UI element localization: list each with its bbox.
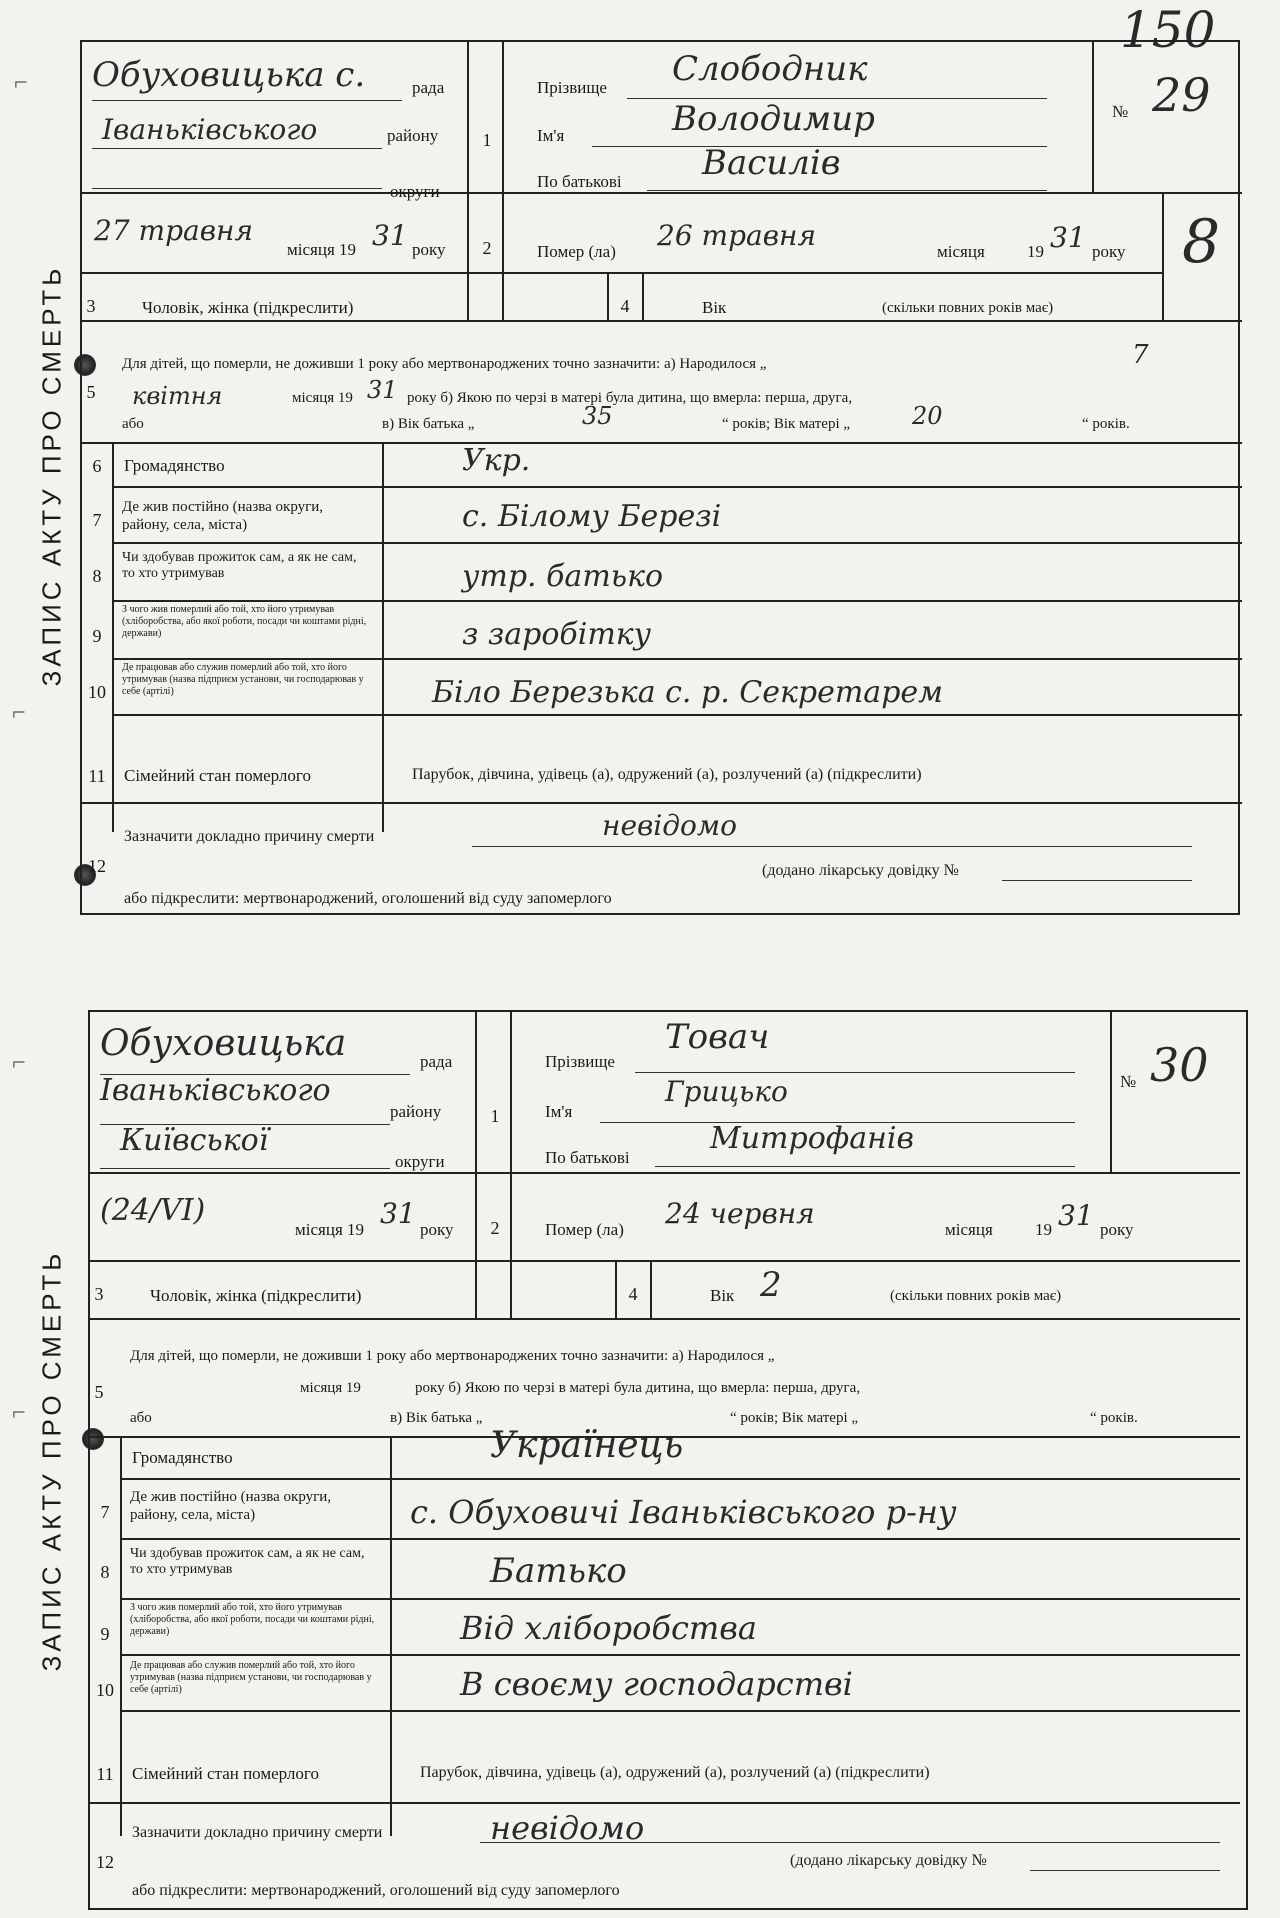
surname-value: Товач bbox=[665, 1017, 770, 1057]
reg-year: 31 bbox=[380, 1197, 416, 1230]
okruha-value: Київської bbox=[120, 1123, 269, 1158]
residence-value: с. Обуховичі Іваньківського р-ну bbox=[410, 1493, 957, 1531]
name-value: Володимир bbox=[672, 99, 875, 139]
surname-label: Прізвище bbox=[537, 78, 607, 97]
mother-age: 20 bbox=[912, 402, 943, 430]
death-month-label: місяця bbox=[937, 242, 985, 261]
record-form-1: Обуховицька с. рада Іваньківського району округи 1 Прізвище Слободник Ім'я Володимир По батькові Василів № 29 27 травня місяця 19 31 року 2 Помер (ла) 26 травня місяця 19 31 року 8 3 Чоловік, жінка (підкреслити) 4 Вік (скільки повних років має) 5 Для дітей, що померли, не доживши 1 року або мертвонароджених точно зазначити: а) Народилося „ 7 квітня місяця 19 31 року б) Якою по черзі в матері була дитина, що вмерла: перша, друга, або в) Вік батька „ 35 “ років; Вік матері „ 20 “ років. 6 Громадянство Укр. 7 Де жив постійно (назва округи, району, села, міста) с. Білому Березі 8 Чи здобував прожиток сам, а як не сам, то хто утримував утр. батько 9 З чого жив померлий або той, хто його утримував (хліборобства, або якої роботи, посади чи коштами рідні, держави) з заробітку 10 Де працював або служив померлий або той, хто його утримував (назва підприєм установи, чи господарював у себе (артілі) Біло Березька с. р. Секретарем 11 Сімейний стан померлого Парубок, дівчина, удівець (а), одружений (а), розлучений (а) (підкреслити) 12 Зазначити докладно причину смерти невідомо (додано лікарську довідку № або підкреслити: мертвонароджений, оголошений від суду запомерлого bbox=[80, 40, 1240, 915]
cause-label: Зазначити докладно причину смерти bbox=[124, 828, 375, 845]
death-year: 31 bbox=[1058, 1199, 1094, 1232]
income-value: з заробітку bbox=[462, 617, 652, 652]
citizenship-value: Українець bbox=[490, 1425, 684, 1466]
workplace-value: В своєму господарстві bbox=[460, 1665, 853, 1703]
record-number: 30 bbox=[1150, 1038, 1209, 1092]
workplace-value: Біло Березька с. р. Секретарем bbox=[432, 675, 944, 710]
cert-label: (додано лікарську довідку № bbox=[762, 862, 959, 879]
rada-value: Обуховицька bbox=[100, 1023, 347, 1064]
reg-year-label: року bbox=[412, 240, 446, 259]
patronymic-value: Василів bbox=[702, 143, 841, 183]
death-year: 31 bbox=[1050, 221, 1086, 254]
staple-mark: ⌐ bbox=[14, 70, 28, 96]
corner-number: 150 bbox=[1120, 1, 1216, 59]
death-date: 24 червня bbox=[665, 1197, 815, 1230]
rada-value: Обуховицька с. bbox=[92, 55, 366, 95]
patronymic-label: По батькові bbox=[537, 172, 622, 191]
family-options: Парубок, дівчина, удівець (а), одружений (а), розлучений (а) (підкреслити) bbox=[412, 766, 922, 783]
age-hint: (скільки повних років має) bbox=[882, 300, 1054, 316]
staple-mark: ⌐ bbox=[12, 1050, 26, 1076]
margin-mark: 8 bbox=[1182, 207, 1221, 277]
cause-value: невідомо bbox=[602, 809, 737, 842]
citizenship-label: Громадянство bbox=[124, 456, 225, 475]
family-label: Сімейний стан померлого bbox=[124, 766, 311, 785]
reg-date: 27 травня bbox=[94, 214, 253, 247]
livelihood-value: Батько bbox=[490, 1551, 627, 1591]
raion-value: Іваньківського bbox=[100, 1073, 331, 1108]
income-value: Від хліборобства bbox=[460, 1609, 757, 1647]
died-label: Помер (ла) bbox=[537, 242, 616, 261]
reg-date: (24/VI) bbox=[100, 1193, 206, 1228]
reg-month-label: місяця 19 bbox=[287, 240, 357, 259]
livelihood-label: Чи здобував прожиток сам, а як не сам, то хто утримував bbox=[122, 550, 357, 581]
name-label: Ім'я bbox=[537, 126, 565, 145]
born-day: 7 bbox=[1132, 340, 1149, 370]
death-date: 26 травня bbox=[657, 219, 816, 252]
livelihood-value: утр. батько bbox=[462, 559, 664, 594]
income-label: З чого жив померлий або той, хто його утримував (хліборобства, або якої роботи, посади чи коштами рідні, держави) bbox=[122, 604, 367, 639]
children-line-2: року б) Якою по черзі в матері була дитина, що вмерла: перша, друга, bbox=[407, 390, 853, 406]
workplace-label: Де працював або служив померлий або той, хто його утримував (назва підприєм установи, чи господарював у себе (артілі) bbox=[122, 662, 364, 697]
rada-label: рада bbox=[412, 78, 445, 97]
or-underline: або підкреслити: мертвонароджений, оголошений від суду запомерлого bbox=[124, 890, 612, 907]
number-label: № bbox=[1112, 102, 1129, 121]
surname-value: Слободник bbox=[672, 49, 868, 89]
side-title-2: ЗАПИС АКТУ ПРО СМЕРТЬ bbox=[36, 1249, 67, 1671]
staple-mark: ⌐ bbox=[12, 700, 26, 726]
residence-value: с. Білому Березі bbox=[462, 499, 722, 534]
death-year-label: року bbox=[1092, 242, 1126, 261]
raion-label: району bbox=[387, 126, 439, 145]
cause-value: невідомо bbox=[490, 1809, 645, 1847]
patronymic-value: Митрофанів bbox=[710, 1121, 914, 1156]
born-year: 31 bbox=[367, 376, 398, 404]
citizenship-value: Укр. bbox=[462, 443, 531, 478]
age-label: Вік bbox=[702, 298, 727, 317]
born-month: квітня bbox=[132, 382, 223, 410]
sex-label: Чоловік, жінка (підкреслити) bbox=[142, 298, 354, 317]
staple-mark: ⌐ bbox=[12, 1400, 26, 1426]
raion-value: Іваньківського bbox=[102, 113, 318, 146]
reg-year: 31 bbox=[372, 219, 408, 252]
age-value: 2 bbox=[760, 1265, 782, 1305]
residence-label: Де жив постійно (назва округи, району, села, міста) bbox=[122, 499, 324, 533]
record-form-2: Обуховицька рада Іваньківського району Київської округи 1 Прізвище Товач Ім'я Грицько По батькові Митрофанів № 30 (24/VI) місяця 19 31 року 2 Помер (ла) 24 червня місяця 19 31 року 3 Чоловік, жінка (підкреслити) 4 Вік 2 (скільки повних років має) 5 Для дітей, що померли, не доживши 1 року або мертвонароджених точно зазначити: а) Народилося „ місяця 19 року б) Якою по черзі в матері була дитина, що вмерла: перша, друга, або в) Вік батька „ “ років; Вік матері „ “ років. Громадянство Українець 7 Де жив постійно (назва округи, району, села, міста) с. Обуховичі Іваньківського р-ну 8 Чи здобував прожиток сам, а як не сам, то хто утримував Батько 9 З чого жив померлий або той, хто його утримував (хліборобства, або якої роботи, посади чи коштами рідні, держави) Від хліборобства 10 Де працював або служив померлий або той, хто його утримував (назва підприєм установи, чи господарював у себе (артілі) В своєму господарстві 11 Сімейний стан померлого Парубок, дівчина, удівець (а), одружений (а), розлучений (а) (підкреслити) 12 Зазначити докладно причину смерти невідомо (додано лікарську довідку № або підкреслити: мертвонароджений, оголошений від суду запомерлого bbox=[88, 1010, 1248, 1910]
children-line-1: Для дітей, що померли, не доживши 1 року або мертвонароджених точно зазначити: а) Народилося „ bbox=[122, 356, 767, 372]
name-value: Грицько bbox=[665, 1075, 788, 1108]
record-number: 29 bbox=[1152, 68, 1211, 122]
father-age: 35 bbox=[582, 402, 613, 430]
okruha-label: округи bbox=[390, 182, 440, 201]
side-title-1: ЗАПИС АКТУ ПРО СМЕРТЬ bbox=[36, 264, 67, 686]
